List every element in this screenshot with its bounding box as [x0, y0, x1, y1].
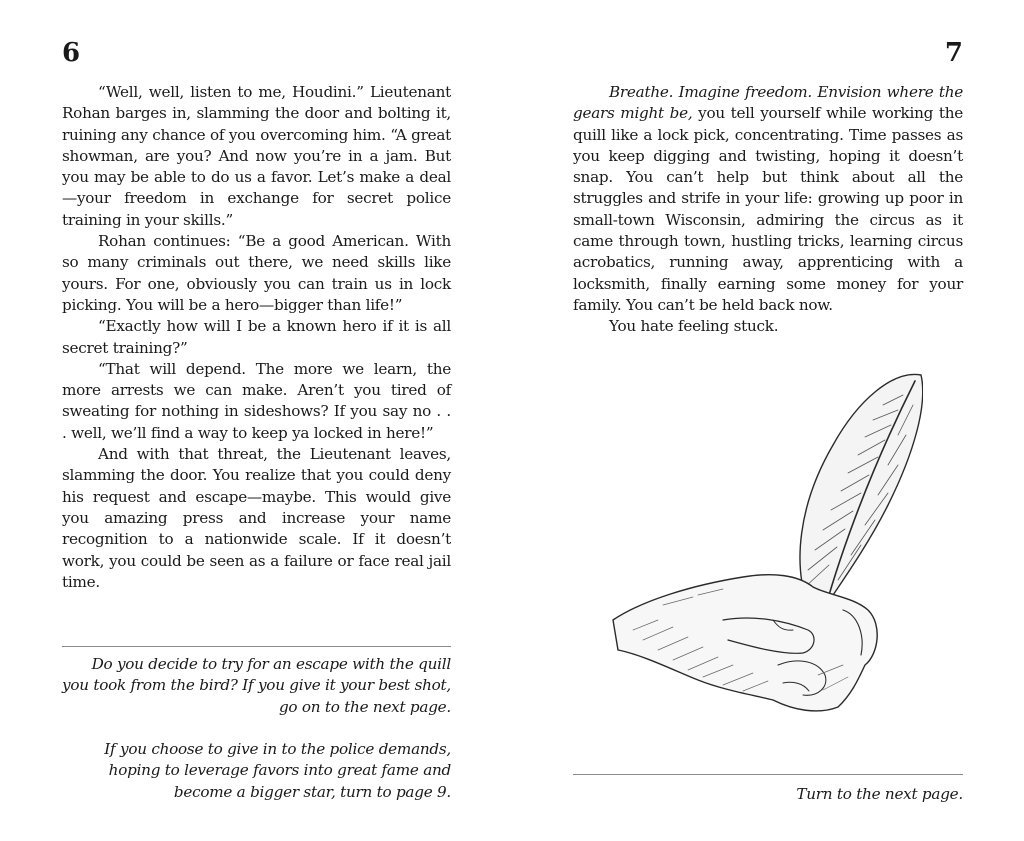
right-page	[573, 0, 963, 841]
story-text	[573, 82, 963, 338]
hand-holding-quill-illustration	[603, 365, 923, 715]
inner-thought: Breathe. Imagine freedom. Envision where the gears might be,	[573, 83, 963, 123]
paragraph: Rohan continues: “Be a good American. With so many criminals out there, we need skills like yours. For one, obviously you can train us in lock picking. You will be a hero—bigger than life!”	[62, 232, 451, 314]
page-number: 7	[944, 38, 963, 68]
choice-next-page[interactable]: Do you decide to try for an escape with the quill you took from the bird? If you give it your best shot, go on to the next page.	[62, 655, 451, 716]
page-number: 6	[62, 38, 81, 68]
left-page	[62, 0, 451, 841]
divider	[62, 646, 451, 647]
paragraph: “That will depend. The more we learn, the more arrests we can make. Aren’t you tired of sweating for nothing in sideshows? If you say no . . . well, we’ll find a way to keep ya locked in here!”	[62, 359, 451, 442]
story-text	[62, 82, 451, 593]
choices	[62, 654, 451, 824]
paragraph: “Well, well, listen to me, Houdini.” Lieutenant Rohan barges in, slamming the door and bolting it, ruining any chance of you overcoming him. “A great showman, are you? And now you’re in a jam. But you may be able to do us a favor. Let’s make a deal—your freedom in exchange for secret police training in your skills.”	[62, 83, 451, 229]
paragraph: You hate feeling stuck.	[609, 317, 779, 336]
choice-page-9[interactable]: If you choose to give in to the police demands, hoping to leverage favors into great fame and become a bigger star, turn to page 9.	[104, 740, 451, 801]
turn-page-instruction[interactable]: Turn to the next page.	[796, 785, 963, 803]
divider	[573, 774, 963, 775]
paragraph: And with that threat, the Lieutenant leaves, slamming the door. You realize that you could deny his request and escape—maybe. This would give you amazing press and increase your name recognition to a nationwide scale. If it doesn’t work, you could be seen as a failure or face real jail time.	[62, 445, 451, 591]
paragraph	[573, 82, 963, 316]
footer-instruction	[573, 784, 963, 827]
paragraph: “Exactly how will I be a known hero if it is all secret training?”	[62, 317, 451, 357]
paragraph-text: you tell yourself while working the quill like a lock pick, concentrating. Time passes as you keep digging and twisting, hoping it doesn’t snap. You can’t help but think about all the struggles and strife in your life: growing up poor in small-town Wisconsin, admiring the circus as it came through town, hustling tricks, learning circus acrobatics, running away, apprenticing with a locksmith, finally earning some money for your family. You can’t be held back now.	[573, 104, 963, 314]
